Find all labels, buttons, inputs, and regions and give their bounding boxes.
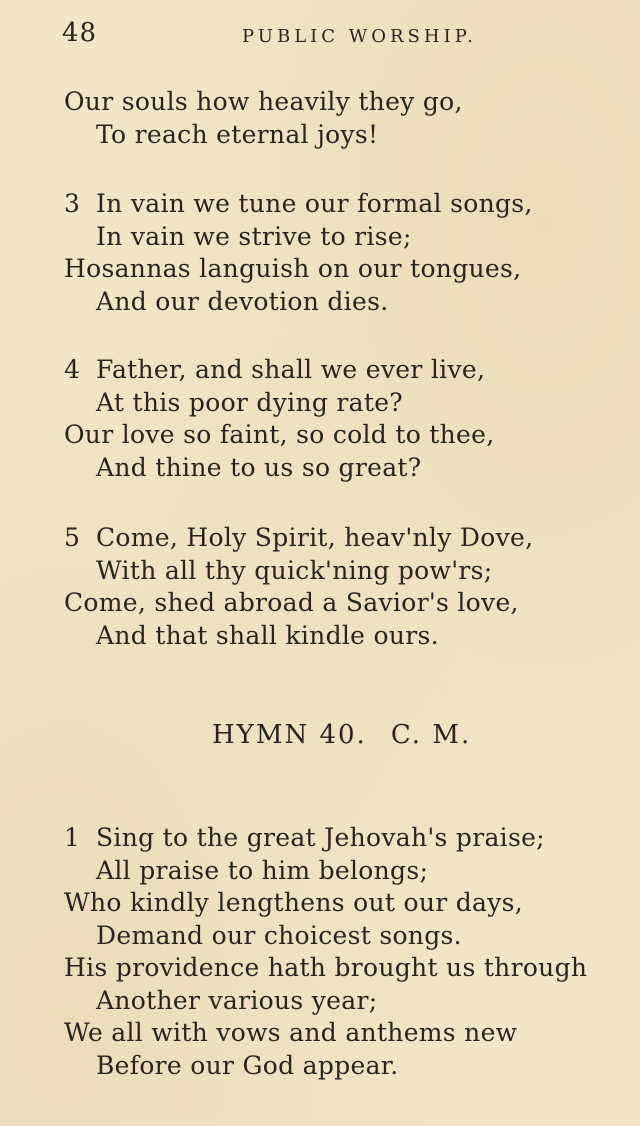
verse-text: Sing to the great Jehovah's praise; [96,823,545,852]
stanza-4 [0,354,640,484]
running-head: PUBLIC WORSHIP. [242,26,477,47]
verse-line: We all with vows and anthems new [64,1018,518,1047]
verse-line [0,522,640,555]
stanza-number: 1 [64,823,81,852]
hymn-meter: C. M. [390,720,472,750]
verse-line [0,354,640,387]
verse-line: Demand our choicest songs. [96,920,462,950]
verse-line [0,822,640,855]
verse-line: Hosannas languish on our tongues, [64,254,522,283]
verse-line: And that shall kindle ours. [96,620,439,650]
hymn-number: HYMN 40. [212,720,367,750]
verse-line: All praise to him belongs; [96,855,429,885]
verse-line: At this poor dying rate? [96,387,404,417]
page-header [62,18,610,54]
stanza-number: 5 [64,523,81,552]
verse-line: Come, shed abroad a Savior's love, [64,588,519,617]
stanza-3 [0,188,640,318]
stanza-5 [0,522,640,652]
verse-text: In vain we tune our formal songs, [96,189,533,218]
verse-line: Our love so faint, so cold to thee, [64,420,495,449]
verse-line: And thine to us so great? [96,452,422,482]
verse-text: Come, Holy Spirit, heav'nly Dove, [96,523,534,552]
verse-line: Our souls how heavily they go, [64,87,463,116]
verse-line: Another various year; [96,985,378,1015]
verse-line: Who kindly lengthens out our days, [64,888,524,917]
stanza-number: 4 [64,355,81,384]
hymn-40-stanza-1 [0,822,640,1082]
verse-line: To reach eternal joys! [96,119,379,149]
verse-line: And our devotion dies. [96,286,389,316]
verse-line: In vain we strive to rise; [96,221,412,251]
verse-text: Father, and shall we ever live, [96,355,486,384]
page-number: 48 [62,18,98,48]
verse-line: Before our God appear. [96,1050,399,1080]
verse-line: With all thy quick'ning pow'rs; [96,555,493,585]
verse-line [0,188,640,221]
stanza-number: 3 [64,189,81,218]
hymn-title [212,720,471,750]
verse-line: His providence hath brought us through [64,953,588,982]
stanza-continuation [0,86,640,151]
